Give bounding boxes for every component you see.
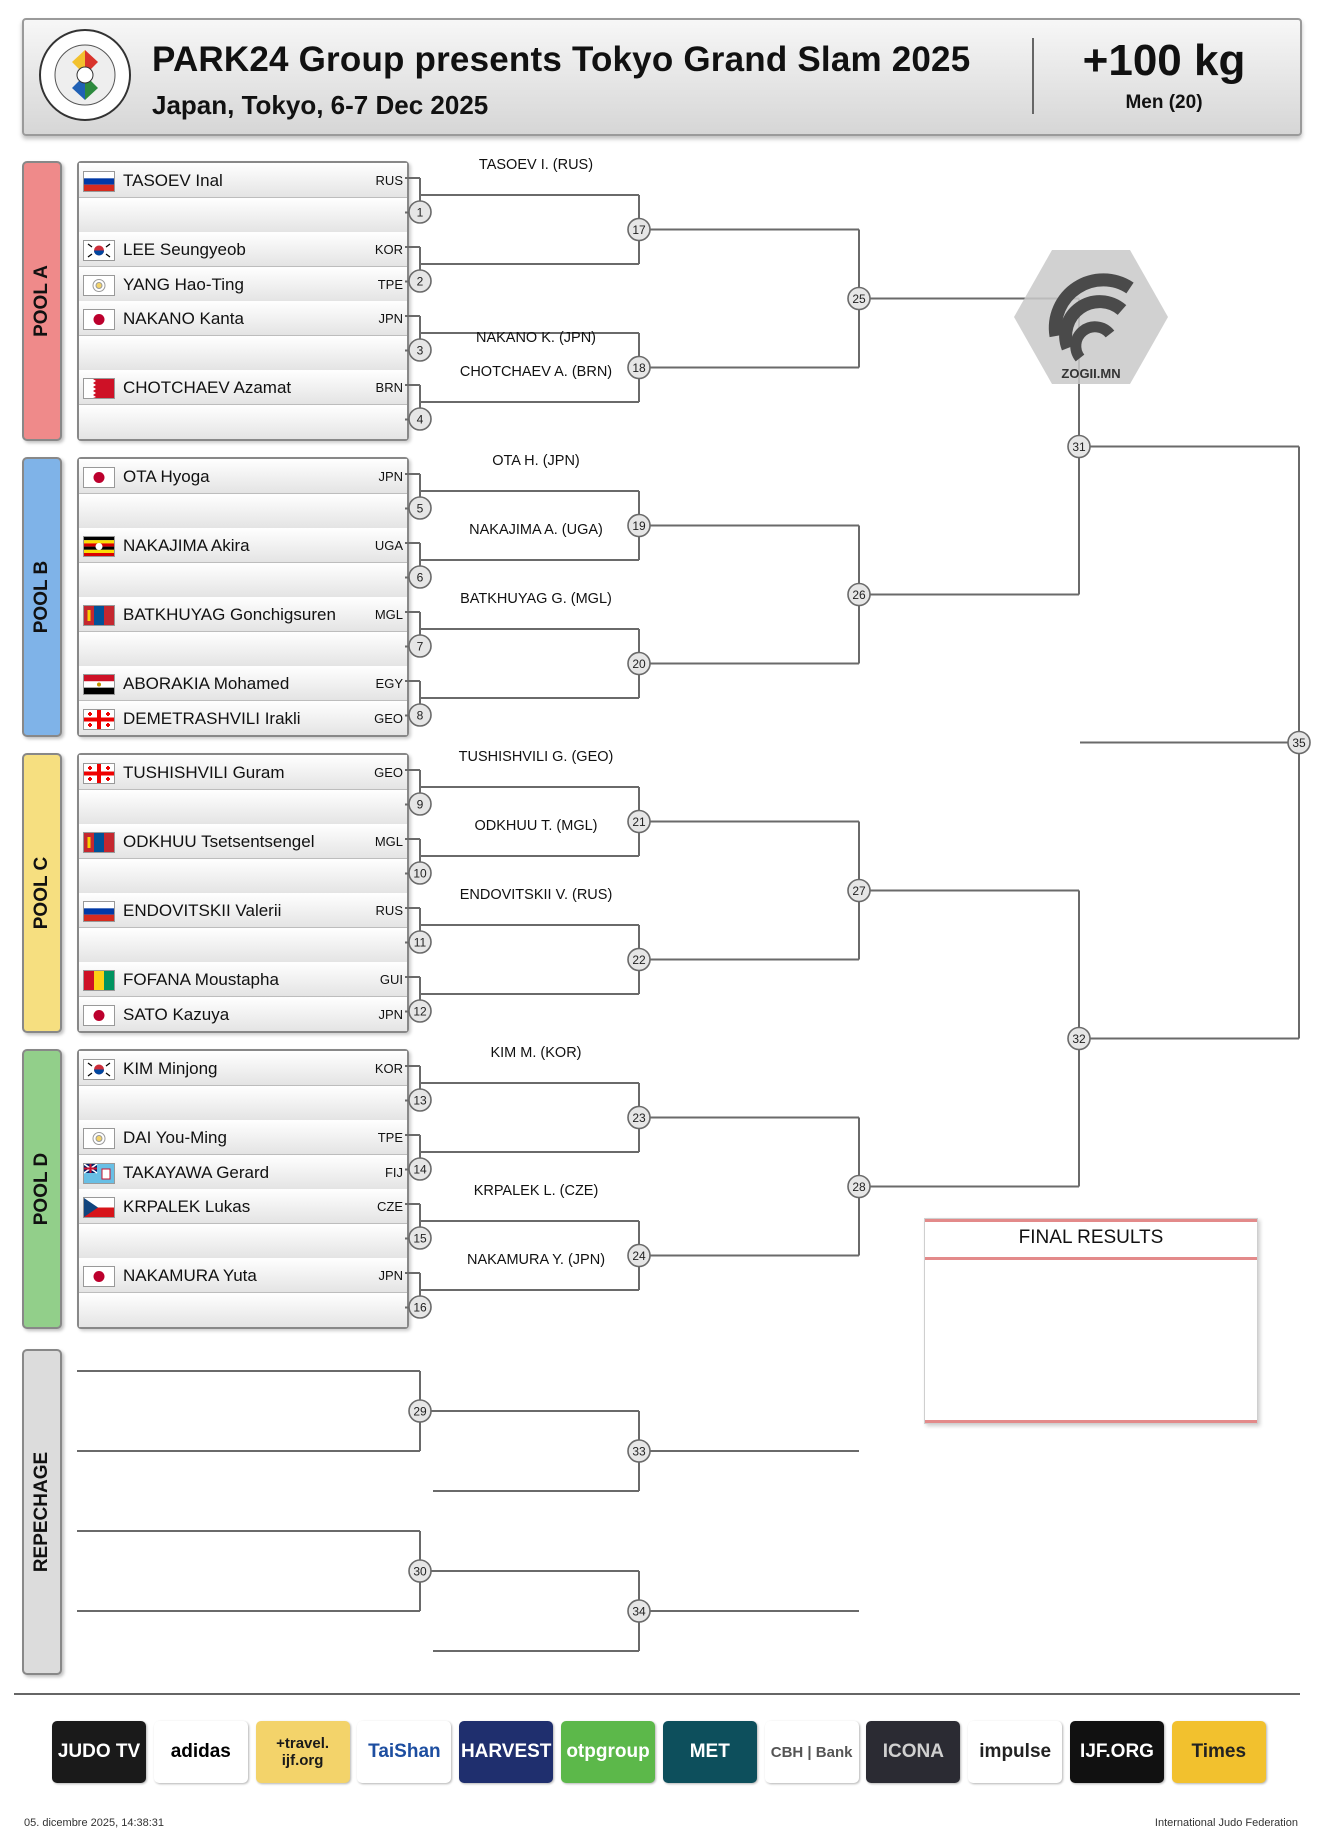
athlete-name: ABORAKIA Mohamed <box>123 674 290 693</box>
event-title: PARK24 Group presents Tokyo Grand Slam 2025 <box>152 40 971 79</box>
match-33-node <box>628 1440 650 1462</box>
athlete-name: TUSHISHVILI Guram <box>123 763 285 782</box>
athlete-name: SATO Kazuya <box>123 1004 230 1024</box>
match-14-node <box>409 1158 431 1180</box>
weight-category: +100 kg <box>1082 36 1246 85</box>
athlete-nation: GEO <box>374 710 403 726</box>
match-34-node <box>628 1600 650 1622</box>
match-number: 3 <box>416 343 424 358</box>
sponsor-logo: ICONA <box>866 1721 960 1783</box>
match-26-node <box>848 584 870 606</box>
match-number: 4 <box>416 412 424 427</box>
athlete-nation: GEO <box>374 765 403 780</box>
athlete-name: BATKHUYAG Gonchigsuren <box>123 605 336 624</box>
match-number: 16 <box>413 1300 427 1315</box>
match-13-node <box>409 1089 431 1111</box>
match-5-node <box>409 497 431 519</box>
sponsor-logo: CBH | Bank <box>765 1721 859 1783</box>
athlete-nation: FIJ <box>384 1164 403 1180</box>
sponsor-logo: adidas <box>154 1721 248 1783</box>
match-number: 35 <box>1292 736 1306 750</box>
match-30-node <box>409 1560 431 1582</box>
sponsor-logo: otpgroup <box>561 1721 655 1783</box>
match-number: 22 <box>632 953 646 967</box>
match-17-node <box>628 219 650 241</box>
match-number: 21 <box>632 815 646 829</box>
athlete-name: DAI You-Ming <box>123 1128 227 1147</box>
match-number: 10 <box>413 866 427 881</box>
match-25-node <box>848 288 870 310</box>
match-number: 29 <box>413 1404 427 1419</box>
match-number: 9 <box>416 797 424 812</box>
athlete-nation: GUI <box>379 972 403 987</box>
match-number: 6 <box>416 570 424 585</box>
sponsor-logo: MET <box>663 1721 757 1783</box>
sponsor-logo: +travel. ijf.org <box>256 1721 350 1783</box>
match-31-node <box>1068 436 1090 458</box>
athlete-nation: EGY <box>375 676 403 691</box>
match-number: 14 <box>413 1162 427 1177</box>
match-number: 17 <box>632 223 646 237</box>
match-number: 8 <box>416 708 424 723</box>
match-number: 5 <box>416 501 424 516</box>
match-number: 27 <box>852 884 866 898</box>
match-number: 32 <box>1072 1032 1086 1046</box>
match-10-node <box>409 862 431 884</box>
match-number: 26 <box>852 588 866 602</box>
round1-winner-label: NAKAJIMA A. (UGA) <box>469 522 603 538</box>
athlete-name: NAKAMURA Yuta <box>123 1266 257 1285</box>
pool-a-label: POOL A <box>31 265 52 337</box>
match-number: 23 <box>632 1111 646 1125</box>
athlete-name: NAKANO Kanta <box>123 309 244 328</box>
sponsor-logo: IJF.ORG <box>1070 1721 1164 1783</box>
match-number: 18 <box>632 361 646 375</box>
match-number: 19 <box>632 519 646 533</box>
match-15-node <box>409 1227 431 1249</box>
athlete-name: TAKAYAWA Gerard <box>123 1162 270 1182</box>
round1-winner-label: OTA H. (JPN) <box>492 453 580 469</box>
match-number: 7 <box>416 639 424 654</box>
athlete-nation: RUS <box>375 173 403 188</box>
watermark-text: ZOGII.MN <box>1061 366 1121 381</box>
match-32-node <box>1068 1028 1090 1050</box>
match-number: 34 <box>632 1604 646 1619</box>
match-7-node <box>409 635 431 657</box>
sponsor-logo: JUDO TV <box>52 1721 146 1783</box>
athlete-name: DEMETRASHVILI Irakli <box>123 708 301 728</box>
athlete-name: KIM Minjong <box>123 1059 218 1078</box>
round1-winner-label: TASOEV I. (RUS) <box>478 157 594 173</box>
match-28-node <box>848 1176 870 1198</box>
round1-winner-label: TUSHISHVILI G. (GEO) <box>458 749 614 765</box>
round1-winner-label: ODKHUU T. (MGL) <box>474 818 598 834</box>
match-2-node <box>409 270 431 292</box>
zogii-watermark <box>1012 248 1170 386</box>
gender-count: Men (20) <box>1125 92 1203 113</box>
sponsor-logo: Times <box>1172 1721 1266 1783</box>
match-number: 12 <box>413 1004 427 1019</box>
match-4-node <box>409 408 431 430</box>
athlete-nation: TPE <box>377 1130 403 1145</box>
athlete-nation: MGL <box>374 834 403 849</box>
match-number: 15 <box>413 1231 427 1246</box>
match-number: 20 <box>632 657 646 671</box>
sponsor-logo: HARVEST <box>459 1721 553 1783</box>
athlete-name: YANG Hao-Ting <box>123 274 244 294</box>
match-35-node <box>1288 732 1310 754</box>
match-6-node <box>409 566 431 588</box>
athlete-nation: JPN <box>378 1268 403 1283</box>
athlete-nation: CZE <box>377 1199 403 1214</box>
final-results-box <box>924 1218 1258 1424</box>
match-number: 33 <box>632 1444 646 1459</box>
athlete-name: OTA Hyoga <box>123 467 210 486</box>
final-results-title: FINAL RESULTS <box>1018 1227 1164 1248</box>
athlete-nation: JPN <box>378 1006 403 1022</box>
athlete-nation: TPE <box>377 276 403 292</box>
match-number: 24 <box>632 1249 646 1263</box>
footer-organization: International Judo Federation <box>1154 1817 1298 1829</box>
repechage-label: REPECHAGE <box>31 1451 52 1573</box>
match-number: 13 <box>413 1093 427 1108</box>
match-number: 28 <box>852 1180 866 1194</box>
athlete-name: TASOEV Inal <box>123 171 223 190</box>
pool-d-label: POOL D <box>31 1152 52 1226</box>
round1-winner-label: NAKAMURA Y. (JPN) <box>466 1252 606 1268</box>
athlete-nation: MGL <box>374 607 403 622</box>
print-timestamp: 05. dicembre 2025, 14:38:31 <box>24 1817 165 1829</box>
sponsor-logo: TaiShan <box>357 1721 451 1783</box>
round1-winner-label: CHOTCHAEV A. (BRN) <box>459 364 613 380</box>
sponsor-logo: impulse <box>968 1721 1062 1783</box>
match-number: 30 <box>413 1564 427 1579</box>
athlete-name: FOFANA Moustapha <box>123 970 279 989</box>
athlete-nation: UGA <box>374 538 403 553</box>
match-number: 25 <box>852 292 866 306</box>
match-23-node <box>628 1107 650 1129</box>
match-11-node <box>409 931 431 953</box>
match-8-node <box>409 704 431 726</box>
match-16-node <box>409 1296 431 1318</box>
round1-winner-label: BATKHUYAG G. (MGL) <box>460 591 612 607</box>
match-number: 31 <box>1072 440 1086 454</box>
athlete-nation: JPN <box>378 311 403 326</box>
athlete-name: KRPALEK Lukas <box>123 1197 251 1216</box>
match-27-node <box>848 880 870 902</box>
footer-divider <box>14 1693 1300 1695</box>
athlete-nation: KOR <box>374 242 403 257</box>
match-number: 1 <box>416 205 424 220</box>
athlete-name: CHOTCHAEV Azamat <box>123 378 292 397</box>
pool-b-label: POOL B <box>31 560 52 634</box>
event-location-date: Japan, Tokyo, 6-7 Dec 2025 <box>152 90 489 120</box>
athlete-nation: BRN <box>375 380 403 395</box>
athlete-nation: KOR <box>374 1061 403 1076</box>
round1-winner-label: KRPALEK L. (CZE) <box>473 1183 599 1199</box>
match-number: 11 <box>413 935 427 950</box>
athlete-name: NAKAJIMA Akira <box>123 536 250 555</box>
athlete-name: ODKHUU Tsetsentsengel <box>123 832 315 851</box>
round1-winner-label: ENDOVITSKII V. (RUS) <box>459 887 613 903</box>
match-29-node <box>409 1400 431 1422</box>
match-12-node <box>409 1000 431 1022</box>
match-number: 2 <box>416 274 424 289</box>
athlete-nation: RUS <box>375 903 403 918</box>
athlete-nation: JPN <box>378 469 403 484</box>
match-9-node <box>409 793 431 815</box>
athlete-name: ENDOVITSKII Valerii <box>123 901 282 920</box>
match-22-node <box>628 949 650 971</box>
round1-winner-label: KIM M. (KOR) <box>490 1045 582 1061</box>
athlete-name: LEE Seungyeob <box>123 240 246 259</box>
match-20-node <box>628 653 650 675</box>
pool-c-label: POOL C <box>31 856 52 930</box>
round1-winner-label: NAKANO K. (JPN) <box>475 329 597 346</box>
match-1-node <box>409 201 431 223</box>
